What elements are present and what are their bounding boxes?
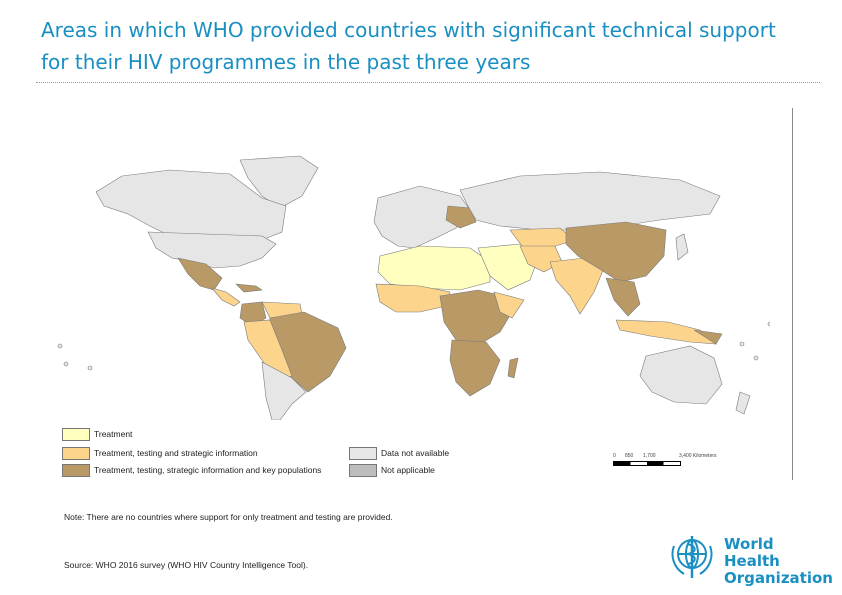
title-divider	[36, 82, 820, 83]
region-pacific-island	[64, 362, 68, 366]
legend-swatch	[62, 447, 90, 460]
region-pacific-island	[88, 366, 92, 370]
region-pacific-island	[58, 344, 62, 348]
region-usa	[148, 232, 276, 268]
scale-bar-graphic	[613, 461, 681, 466]
legend-label: Treatment, testing, strategic information and key populations	[94, 465, 322, 475]
legend-swatch	[349, 464, 377, 477]
region-russia	[460, 172, 720, 230]
region-central-asia	[510, 228, 574, 246]
map-frame-line	[792, 108, 793, 480]
note-text: Note: There are no countries where support for only treatment and testing are provided.	[64, 512, 393, 522]
who-logo-line1: World Health	[724, 535, 780, 570]
map-legend	[62, 428, 482, 480]
region-australia	[640, 346, 722, 404]
region-pacific-island	[740, 342, 744, 346]
legend-swatch	[349, 447, 377, 460]
region-central-america	[212, 288, 240, 306]
legend-label: Treatment	[94, 429, 133, 439]
region-japan	[676, 234, 688, 260]
region-caribbean	[236, 284, 262, 292]
who-logo	[666, 532, 833, 587]
who-emblem-icon	[666, 532, 718, 580]
region-new-zealand	[736, 392, 750, 414]
region-southern-africa	[450, 340, 500, 396]
who-logo-text	[724, 536, 833, 587]
legend-swatch	[62, 428, 90, 441]
region-pacific-island	[754, 356, 758, 360]
legend-label: Data not available	[381, 448, 450, 458]
source-text: Source: WHO 2016 survey (WHO HIV Country Intelligence Tool).	[64, 560, 309, 570]
legend-label: Not applicable	[381, 465, 435, 475]
region-north-africa	[378, 246, 490, 290]
page-title: Areas in which WHO provided countries with significant technical support for their HIV programmes in the past three years	[41, 18, 776, 74]
region-pacific-island	[768, 322, 770, 326]
legend-label: Treatment, testing and strategic information	[94, 448, 258, 458]
scale-label: 1,700	[643, 453, 656, 459]
region-madagascar	[508, 358, 518, 378]
scale-label: 3,400 Kilometers	[679, 453, 717, 459]
scale-label: 0	[613, 453, 616, 459]
scale-label: 850	[625, 453, 634, 459]
legend-swatch	[62, 464, 90, 477]
world-map	[40, 150, 770, 420]
who-logo-line2: Organization	[724, 569, 833, 587]
scale-bar	[613, 453, 728, 467]
region-southeast-asia	[606, 278, 640, 316]
